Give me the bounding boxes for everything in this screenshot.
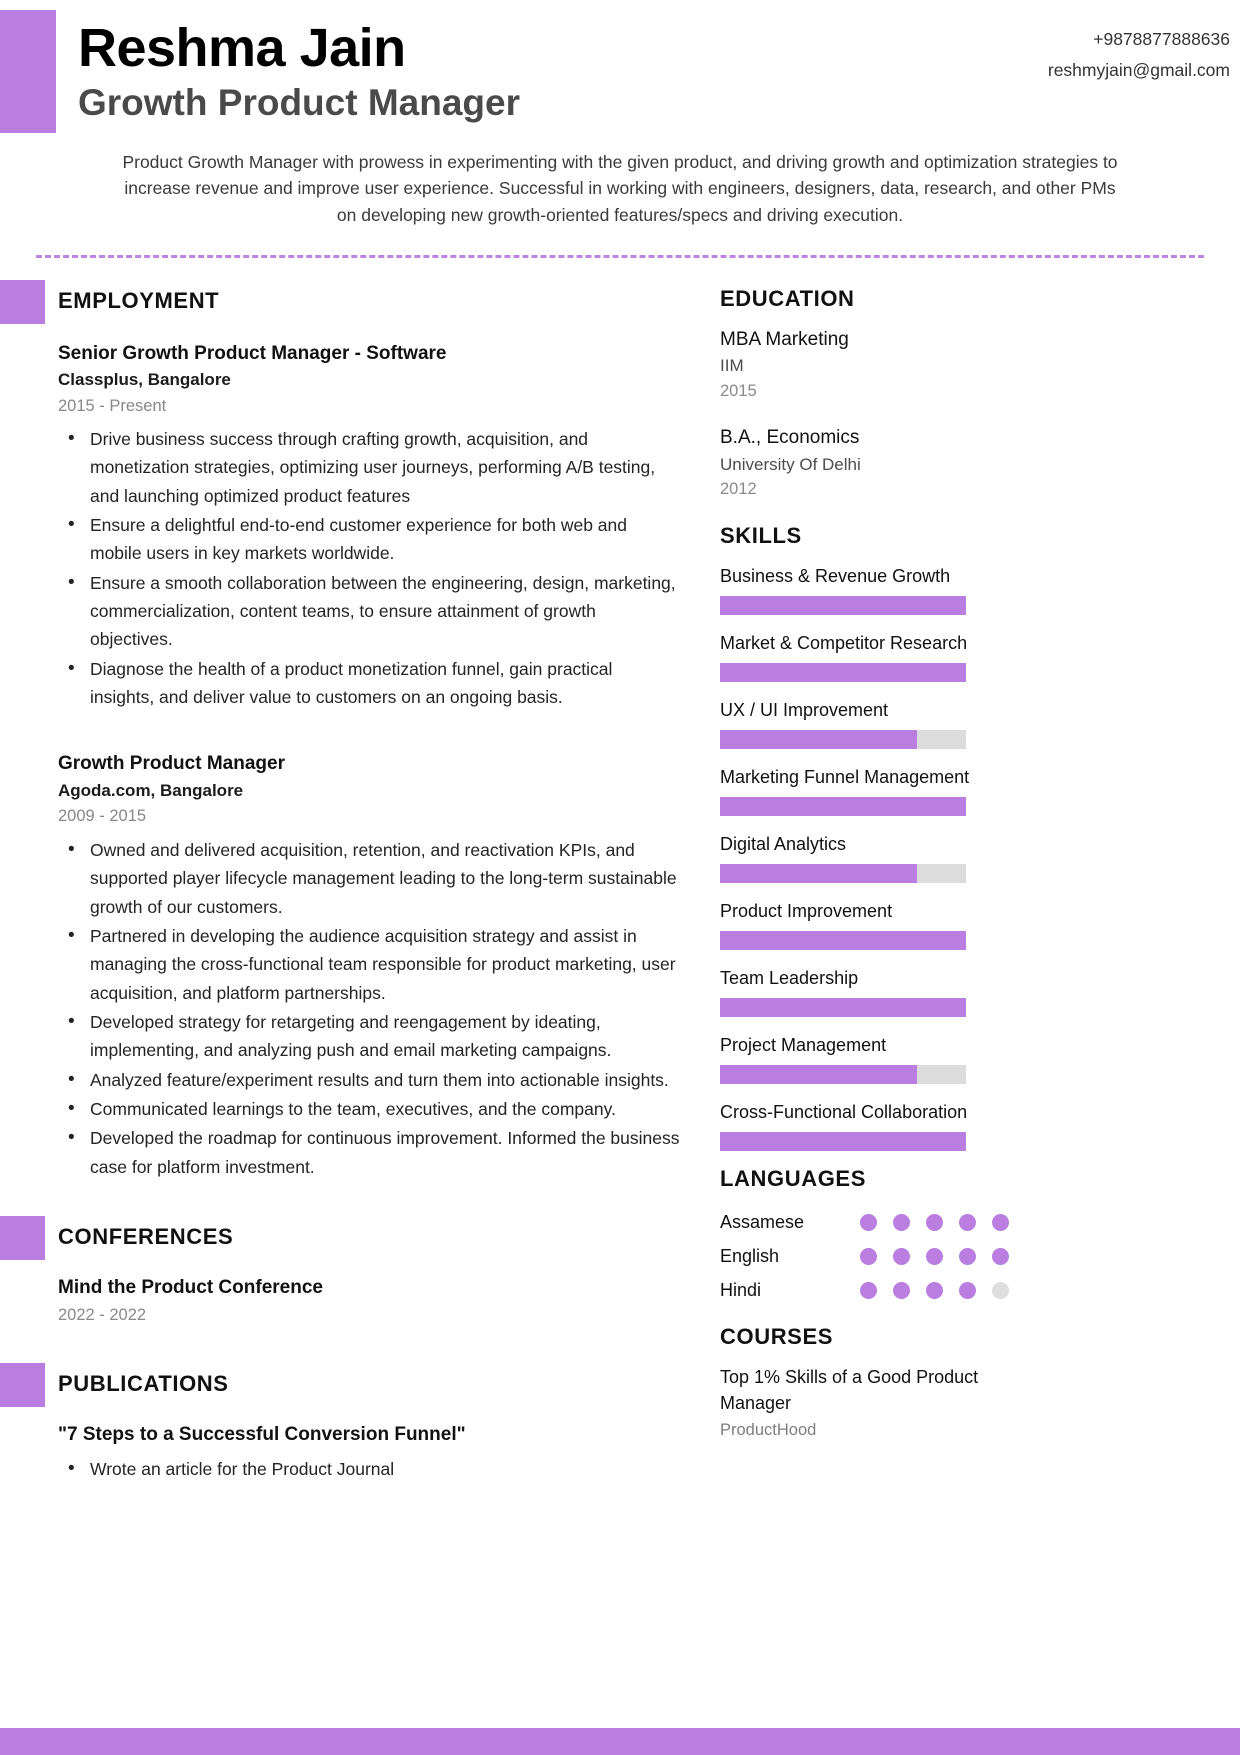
course-entry xyxy=(720,1364,1200,1444)
section-education xyxy=(720,286,1200,503)
skill-entry xyxy=(720,764,1200,816)
conferences-title: CONFERENCES xyxy=(58,1223,234,1249)
job-bullet: • Communicated learnings to the team, executives, and the company. xyxy=(90,1095,680,1123)
proficiency-dot-filled xyxy=(893,1214,910,1231)
job-bullet: • Owned and delivered acquisition, retention, and reactivation KPIs, and supported player lifecycle management leading to the long-term sustainable growth of our customers. xyxy=(90,836,680,921)
skills-list xyxy=(720,563,1200,1151)
skill-bar-track xyxy=(720,797,966,816)
section-conferences xyxy=(0,1216,720,1329)
conferences-list xyxy=(0,1274,720,1329)
skill-label: Marketing Funnel Management xyxy=(720,766,970,787)
publication-bullets xyxy=(58,1455,680,1483)
education-year: 2012 xyxy=(720,480,757,499)
skill-entry xyxy=(720,697,1200,749)
courses-title: COURSES xyxy=(720,1323,833,1349)
proficiency-dot-filled xyxy=(893,1282,910,1299)
publications-accent-block xyxy=(0,1363,45,1407)
candidate-name: Reshma Jain xyxy=(78,18,406,78)
job-entry xyxy=(58,340,680,712)
job-entry xyxy=(58,750,680,1181)
skill-label: Project Management xyxy=(720,1034,887,1055)
education-entry xyxy=(720,424,1200,503)
skill-entry xyxy=(720,898,1200,950)
job-dates: 2015 - Present xyxy=(58,396,167,415)
skill-bar-track xyxy=(720,596,966,615)
education-title: EDUCATION xyxy=(720,285,855,311)
skill-label: Business & Revenue Growth xyxy=(720,565,951,586)
publication-name: "7 Steps to a Successful Conversion Funnel" xyxy=(58,1423,466,1445)
conference-dates: 2022 - 2022 xyxy=(58,1306,147,1325)
resume-body xyxy=(0,280,1240,1485)
skill-entry xyxy=(720,630,1200,682)
skill-bar-fill xyxy=(720,663,966,682)
contact-block xyxy=(1048,18,1230,85)
language-dots xyxy=(860,1214,1009,1231)
languages-title: LANGUAGES xyxy=(720,1165,866,1191)
skill-bar-track xyxy=(720,1065,966,1084)
skill-bar-fill xyxy=(720,864,917,883)
skills-title: SKILLS xyxy=(720,522,802,548)
contact-phone[interactable]: +9878877888636 xyxy=(1093,29,1230,49)
education-entry xyxy=(720,326,1200,405)
skill-bar-fill xyxy=(720,998,966,1017)
skill-bar-fill xyxy=(720,730,917,749)
job-bullet: • Ensure a delightful end-to-end customer experience for both web and mobile users in key markets worldwide. xyxy=(90,511,680,568)
education-degree: MBA Marketing xyxy=(720,328,849,350)
section-courses xyxy=(720,1324,1200,1444)
resume-header xyxy=(0,0,1240,229)
skill-bar-track xyxy=(720,864,966,883)
conference-name: Mind the Product Conference xyxy=(58,1276,323,1298)
proficiency-dot-filled xyxy=(959,1248,976,1265)
proficiency-dot-filled xyxy=(926,1282,943,1299)
language-entry xyxy=(720,1206,1200,1240)
proficiency-dot-filled xyxy=(992,1248,1009,1265)
proficiency-dot-filled xyxy=(992,1214,1009,1231)
section-employment xyxy=(0,280,720,1181)
skill-entry xyxy=(720,563,1200,615)
skill-bar-fill xyxy=(720,596,966,615)
header-divider xyxy=(36,255,1204,258)
publications-title: PUBLICATIONS xyxy=(58,1370,229,1396)
contact-email[interactable]: reshmyjain@gmail.com xyxy=(1047,59,1230,80)
language-label: Hindi xyxy=(720,1280,762,1301)
proficiency-dot-filled xyxy=(860,1214,877,1231)
skill-label: Product Improvement xyxy=(720,900,893,921)
skill-entry xyxy=(720,831,1200,883)
skill-bar-track xyxy=(720,931,966,950)
proficiency-dot-filled xyxy=(860,1248,877,1265)
job-bullet: • Diagnose the health of a product monetization funnel, gain practical insights, and deliver value to customers on an ongoing basis. xyxy=(90,655,680,712)
job-bullets xyxy=(58,836,680,1181)
job-bullet: • Developed the roadmap for continuous improvement. Informed the business case for platform investment. xyxy=(90,1124,680,1181)
header-identity xyxy=(78,18,520,127)
language-label: English xyxy=(720,1246,780,1267)
skill-bar-fill xyxy=(720,797,966,816)
proficiency-dot-filled xyxy=(926,1214,943,1231)
conferences-section-header xyxy=(0,1216,720,1260)
employment-section-header xyxy=(0,280,720,324)
professional-summary: Product Growth Manager with prowess in experimenting with the given product, and driving growth and optimization strategies to increase revenue and improve user experience. Successful in working with engineers, designers, data, research, and other PMs on developing new growth-oriented features/specs and driving execution. xyxy=(122,151,1118,225)
employment-title: EMPLOYMENT xyxy=(58,287,220,313)
language-label: Assamese xyxy=(720,1212,805,1233)
languages-list xyxy=(720,1206,1200,1308)
proficiency-dot-empty xyxy=(992,1282,1009,1299)
skill-bar-track xyxy=(720,998,966,1017)
header-accent-block xyxy=(0,10,56,133)
skill-entry xyxy=(720,1099,1200,1151)
skill-label: Cross-Functional Collaboration xyxy=(720,1101,968,1122)
section-languages xyxy=(720,1166,1200,1308)
course-provider: ProductHood xyxy=(720,1420,817,1439)
publications-section-header xyxy=(0,1363,720,1407)
job-bullet: • Drive business success through crafting growth, acquisition, and monetization strategies, optimizing user journeys, performing A/B testing, and launching optimized product features xyxy=(90,425,680,510)
skill-entry xyxy=(720,1032,1200,1084)
proficiency-dot-filled xyxy=(959,1282,976,1299)
course-name: Top 1% Skills of a Good Product Manager xyxy=(720,1366,979,1414)
right-column xyxy=(720,280,1240,1485)
job-bullet: • Analyzed feature/experiment results and turn them into actionable insights. xyxy=(90,1066,680,1094)
job-dates: 2009 - 2015 xyxy=(58,807,147,826)
skill-bar-fill xyxy=(720,1132,966,1151)
language-dots xyxy=(860,1282,1009,1299)
publications-list xyxy=(0,1421,720,1484)
job-title: Growth Product Manager xyxy=(58,753,285,775)
proficiency-dot-filled xyxy=(926,1248,943,1265)
job-bullets xyxy=(58,425,680,711)
section-skills xyxy=(720,523,1200,1151)
proficiency-dot-filled xyxy=(959,1214,976,1231)
skill-entry xyxy=(720,965,1200,1017)
skill-bar-fill xyxy=(720,931,966,950)
proficiency-dot-filled xyxy=(893,1248,910,1265)
skill-bar-fill xyxy=(720,1065,917,1084)
candidate-role: Growth Product Manager xyxy=(78,82,520,124)
skill-label: Digital Analytics xyxy=(720,833,847,854)
skill-bar-track xyxy=(720,663,966,682)
education-degree: B.A., Economics xyxy=(720,427,860,449)
job-bullet: • Ensure a smooth collaboration between the engineering, design, marketing, commercialization, content teams, to ensure attainment of growth objectives. xyxy=(90,569,680,654)
conference-entry xyxy=(58,1274,680,1329)
skill-label: UX / UI Improvement xyxy=(720,699,889,720)
publication-entry xyxy=(58,1421,680,1484)
language-entry xyxy=(720,1274,1200,1308)
section-publications xyxy=(0,1363,720,1484)
skill-bar-track xyxy=(720,730,966,749)
conferences-accent-block xyxy=(0,1216,45,1260)
job-title: Senior Growth Product Manager - Software xyxy=(58,342,447,364)
employment-list xyxy=(0,340,720,1181)
footer-accent-bar xyxy=(0,1728,1240,1755)
left-column xyxy=(0,280,720,1485)
skill-label: Market & Competitor Research xyxy=(720,632,968,653)
publication-bullet: • Wrote an article for the Product Journal xyxy=(90,1455,680,1483)
employment-accent-block xyxy=(0,280,45,324)
job-bullet: • Developed strategy for retargeting and reengagement by ideating, implementing, and analyzing push and email marketing campaigns. xyxy=(90,1008,680,1065)
proficiency-dot-filled xyxy=(860,1282,877,1299)
language-entry xyxy=(720,1240,1200,1274)
skill-bar-track xyxy=(720,1132,966,1151)
education-school: University Of Delhi xyxy=(720,454,861,474)
education-school: IIM xyxy=(720,356,744,376)
language-dots xyxy=(860,1248,1009,1265)
skill-label: Team Leadership xyxy=(720,967,859,988)
job-company: Agoda.com, Bangalore xyxy=(58,780,244,800)
job-company: Classplus, Bangalore xyxy=(58,370,231,390)
education-year: 2015 xyxy=(720,381,757,400)
job-bullet: • Partnered in developing the audience acquisition strategy and assist in managing the cross-functional team responsible for product marketing, user acquisition, and platform partnerships. xyxy=(90,922,680,1007)
